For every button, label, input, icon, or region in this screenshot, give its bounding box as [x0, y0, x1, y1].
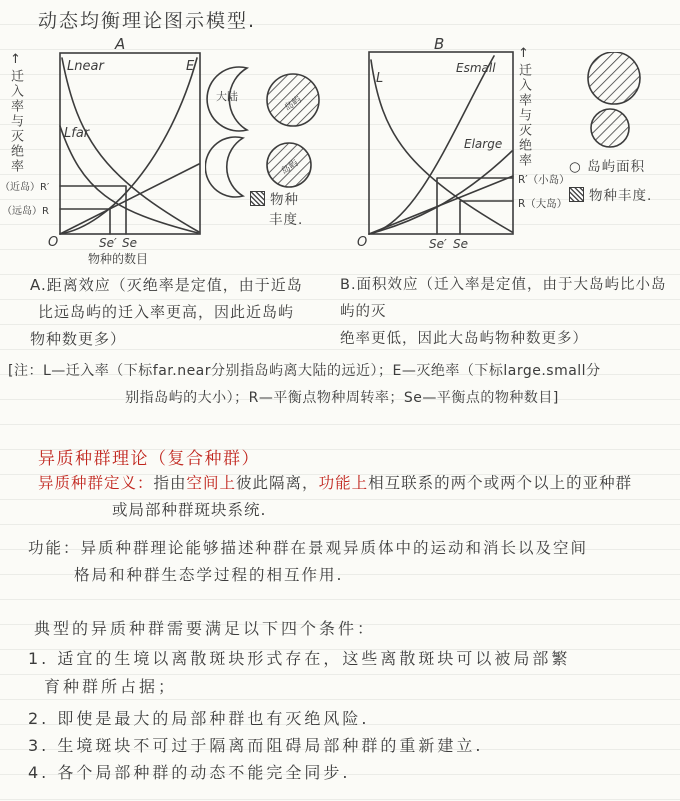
graph-a-title: A — [115, 36, 126, 53]
r-far-label: （远岛）R — [2, 206, 49, 217]
definition-seg: 指由 — [153, 474, 187, 492]
hatch-square-icon — [250, 191, 265, 206]
curve-e-label: E — [186, 59, 195, 74]
condition-item-1: 1. 适宜的生境以离散斑块形式存在，这些离散斑块可以被局部繁 — [28, 649, 571, 668]
graph-b-y-axis-label: 迁入率与灭绝率 — [516, 63, 531, 168]
graph-b-tick-se: Se — [453, 237, 468, 251]
curve-e-small-label: Esmall — [456, 61, 496, 75]
graph-b-y-axis — [517, 46, 530, 186]
island-size-sketch — [584, 52, 680, 152]
condition-item-3: 3. 生境斑块不可过于隔离而阻碍局部种群的重新建立. — [28, 736, 484, 755]
graph-a-plot-box — [60, 53, 200, 234]
definition-highlight-function: 功能上 — [318, 474, 369, 492]
small-island-circle-icon — [591, 109, 629, 147]
condition-item-2: 2. 即使是最大的局部种群也有灭绝风险. — [28, 709, 370, 728]
up-arrow-icon-b: ↑ — [516, 46, 531, 63]
definition-term: 异质种群定义： — [38, 474, 154, 492]
near-equilibrium-lines — [60, 186, 126, 234]
graph-a — [0, 36, 218, 268]
near-island-label: 岛屿 — [283, 94, 304, 114]
mainland-label: 大陆 — [216, 90, 238, 103]
mid-legend-text-2: 丰度. — [269, 212, 304, 228]
caption-a-line: A.距离效应（灭绝率是定值，由于近岛 — [30, 276, 303, 294]
curve-l-label: L — [376, 71, 384, 86]
condition-item-1-cont: 育种群所占据； — [44, 677, 178, 696]
turnover-diagonal — [60, 164, 199, 234]
curve-l-far — [60, 126, 198, 233]
graph-a-tick-se-prime: Se′ — [99, 236, 117, 250]
condition-item-4: 4. 各个局部种群的动态不能完全同步. — [28, 763, 351, 782]
up-arrow-icon: ↑ — [8, 52, 23, 69]
caption-b — [340, 272, 678, 353]
graph-a-y-axis-label: 迁入率与灭绝率 — [8, 69, 23, 174]
graph-b-origin: O — [357, 235, 368, 250]
caption-b-line: 绝率更低，因此大岛屿物种数更多） — [340, 331, 588, 347]
r-small-label: R′（小岛） — [518, 174, 570, 186]
graph-a-origin: O — [48, 235, 59, 250]
mid-legend-text-1: 物种 — [270, 192, 299, 208]
circle-outline-icon: ○ — [569, 159, 582, 175]
far-island-label: 岛屿 — [279, 158, 301, 177]
section-heading-metapopulation: 异质种群理论（复合种群） — [38, 449, 260, 469]
graph-a-x-axis-label: 物种的数目 — [88, 252, 149, 266]
caption-a-line: 比远岛屿的迁入率更高，因此近岛屿 — [38, 303, 295, 321]
definition-highlight-space: 空间上 — [186, 474, 237, 492]
mid-legend — [250, 188, 303, 228]
note-line: 别指岛屿的大小）；R—平衡点物种周转率；Se—平衡点的物种数目] — [125, 390, 559, 406]
large-island-circle-icon — [588, 52, 640, 104]
r-large-label: R（大岛） — [518, 198, 568, 210]
mainland-island-sketch — [205, 58, 340, 203]
curve-e — [60, 58, 197, 234]
conditions-intro: 典型的异质种群需要满足以下四个条件： — [34, 619, 377, 638]
curve-l-far-label: Lfar — [64, 126, 90, 141]
function-line-2: 格局和种群生态学过程的相互作用. — [74, 566, 344, 584]
hatch-square-icon-right — [569, 187, 584, 202]
area-legend-label: 岛屿面积 — [587, 159, 646, 175]
page-title: 动态均衡理论图示模型. — [38, 10, 257, 32]
definition-line-2: 或局部种群斑块系统. — [112, 501, 267, 519]
note-line: [注：L—迁入率（下标far.near分别指岛屿离大陆的远近）；E—灭绝率（下标large.small分 — [8, 363, 601, 379]
caption-b-line: B.面积效应（迁入率是定值，由于大岛屿比小岛屿的灭 — [340, 277, 667, 320]
definition-seg: 相互联系的两个或两个以上的亚种群 — [368, 474, 633, 492]
curve-e-large — [369, 151, 512, 234]
far-mainland-crescent-icon — [205, 137, 243, 197]
graph-b-tick-se-prime: Se′ — [429, 237, 447, 251]
right-legend — [569, 155, 652, 204]
curve-l-near — [62, 58, 199, 232]
richness-legend-label: 物种丰度. — [589, 188, 653, 204]
graph-b-title: B — [434, 36, 445, 53]
graph-a-y-axis — [9, 52, 22, 180]
definition-seg: 彼此隔离， — [236, 474, 319, 492]
caption-a-line: 物种数更多） — [30, 330, 127, 348]
caption-a — [30, 272, 350, 353]
graph-a-tick-se: Se — [122, 236, 137, 250]
r-near-label: （近岛）R′ — [0, 182, 50, 193]
notation-note — [8, 360, 676, 407]
curve-e-large-label: Elarge — [464, 137, 503, 151]
function-line-1: 功能：异质种群理论能够描述种群在景观异质体中的运动和消长以及空间 — [28, 539, 589, 557]
definition-line — [38, 471, 674, 493]
graph-b — [352, 36, 584, 268]
curve-l-near-label: Lnear — [67, 59, 104, 74]
